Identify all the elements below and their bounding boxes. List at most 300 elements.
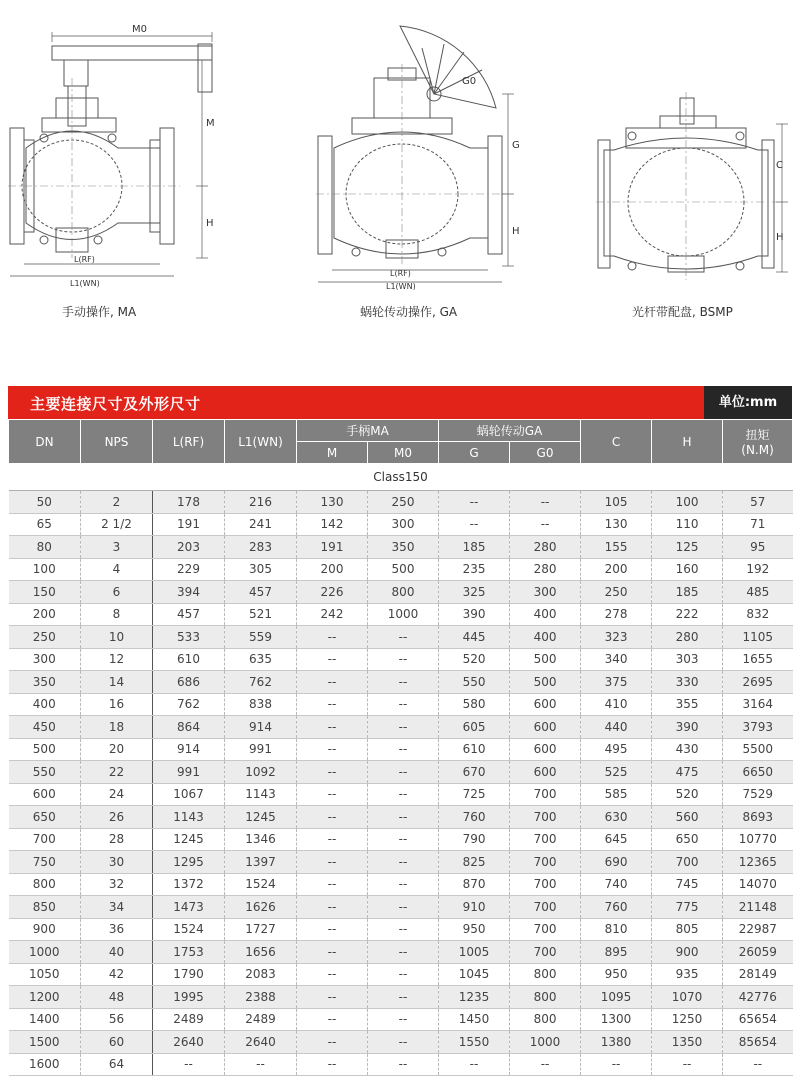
cell-h: 303 — [652, 648, 723, 671]
cell-dn: 65 — [9, 513, 81, 536]
cell-l-rf: 191 — [153, 513, 225, 536]
table-row — [9, 513, 793, 536]
cell-h: -- — [652, 1053, 723, 1076]
cell-nps: 40 — [81, 941, 153, 964]
cell-torque: 485 — [723, 581, 793, 604]
cell-h: 280 — [652, 626, 723, 649]
cell-m: -- — [297, 716, 368, 739]
dim-m: M — [206, 118, 215, 129]
cell-nps: 6 — [81, 581, 153, 604]
cell-h: 110 — [652, 513, 723, 536]
cell-nps: 3 — [81, 536, 153, 559]
cell-c: 630 — [581, 806, 652, 829]
cell-dn: 750 — [9, 851, 81, 874]
cell-g: 605 — [439, 716, 510, 739]
cell-l1-wn: -- — [225, 1053, 297, 1076]
cell-g0: 700 — [510, 873, 581, 896]
cell-m: -- — [297, 963, 368, 986]
cell-g0: -- — [510, 513, 581, 536]
cell-g0: 700 — [510, 941, 581, 964]
table-row — [9, 738, 793, 761]
cell-nps: 2 — [81, 491, 153, 514]
dim-l1-wn: L1(WN) — [70, 279, 100, 288]
table-row — [9, 491, 793, 514]
cell-torque: 3793 — [723, 716, 793, 739]
cell-l-rf: 1067 — [153, 783, 225, 806]
dim-h: H — [776, 232, 784, 243]
cell-dn: 250 — [9, 626, 81, 649]
cell-m0: -- — [368, 693, 439, 716]
cell-l1-wn: 1143 — [225, 783, 297, 806]
cell-m: 200 — [297, 558, 368, 581]
cell-c: 690 — [581, 851, 652, 874]
cell-m0: -- — [368, 828, 439, 851]
cell-l1-wn: 762 — [225, 671, 297, 694]
cell-g0: 600 — [510, 716, 581, 739]
cell-nps: 48 — [81, 986, 153, 1009]
cell-l1-wn: 305 — [225, 558, 297, 581]
cell-nps: 32 — [81, 873, 153, 896]
cell-torque: 14070 — [723, 873, 793, 896]
cell-g: 445 — [439, 626, 510, 649]
valve-drawings — [0, 0, 800, 340]
cell-g0: 300 — [510, 581, 581, 604]
dim-g: G — [512, 140, 520, 151]
cell-h: 222 — [652, 603, 723, 626]
cell-m: -- — [297, 1008, 368, 1031]
cell-m: 226 — [297, 581, 368, 604]
cell-m0: -- — [368, 716, 439, 739]
header-g: G — [439, 442, 510, 464]
cell-c: 810 — [581, 918, 652, 941]
cell-l-rf: 610 — [153, 648, 225, 671]
cell-nps: 56 — [81, 1008, 153, 1031]
cell-m: -- — [297, 693, 368, 716]
cell-g0: 600 — [510, 738, 581, 761]
cell-m0: 1000 — [368, 603, 439, 626]
cell-c: 410 — [581, 693, 652, 716]
table-title-bar — [8, 386, 792, 419]
header-dn: DN — [9, 420, 81, 464]
cell-torque: 95 — [723, 536, 793, 559]
cell-m: -- — [297, 1053, 368, 1076]
cell-torque: 28149 — [723, 963, 793, 986]
cell-l-rf: 229 — [153, 558, 225, 581]
cell-l-rf: -- — [153, 1053, 225, 1076]
cell-l1-wn: 216 — [225, 491, 297, 514]
cell-nps: 10 — [81, 626, 153, 649]
cell-dn: 550 — [9, 761, 81, 784]
cell-c: 340 — [581, 648, 652, 671]
cell-g: 870 — [439, 873, 510, 896]
cell-g0: 280 — [510, 558, 581, 581]
cell-l1-wn: 2083 — [225, 963, 297, 986]
table-row — [9, 986, 793, 1009]
cell-nps: 28 — [81, 828, 153, 851]
cell-nps: 16 — [81, 693, 153, 716]
header-c: C — [581, 420, 652, 464]
cell-g: 950 — [439, 918, 510, 941]
cell-c: 278 — [581, 603, 652, 626]
cell-g: 825 — [439, 851, 510, 874]
bare-stem-drawing — [596, 90, 792, 290]
header-torque — [723, 420, 793, 464]
manual-operation-drawing — [8, 18, 220, 290]
header-g0: G0 — [510, 442, 581, 464]
cell-h: 125 — [652, 536, 723, 559]
cell-m0: -- — [368, 783, 439, 806]
cell-g0: 700 — [510, 828, 581, 851]
table-row — [9, 918, 793, 941]
cell-torque: 5500 — [723, 738, 793, 761]
header-gear-group: 蜗轮传动GA — [439, 420, 581, 442]
cell-g: 325 — [439, 581, 510, 604]
dim-l-rf: L(RF) — [74, 255, 95, 264]
gear-operation-drawing — [312, 8, 532, 290]
cell-g: 580 — [439, 693, 510, 716]
cell-m: -- — [297, 1031, 368, 1054]
cell-m: 191 — [297, 536, 368, 559]
cell-nps: 60 — [81, 1031, 153, 1054]
cell-l1-wn: 1245 — [225, 806, 297, 829]
cell-dn: 800 — [9, 873, 81, 896]
cell-dn: 400 — [9, 693, 81, 716]
cell-h: 935 — [652, 963, 723, 986]
cell-dn: 450 — [9, 716, 81, 739]
cell-m0: -- — [368, 671, 439, 694]
cell-l-rf: 1143 — [153, 806, 225, 829]
cell-g: 1005 — [439, 941, 510, 964]
cell-torque: 8693 — [723, 806, 793, 829]
table-row — [9, 671, 793, 694]
cell-m0: 250 — [368, 491, 439, 514]
cell-c: 155 — [581, 536, 652, 559]
cell-m0: -- — [368, 896, 439, 919]
cell-nps: 18 — [81, 716, 153, 739]
cell-l1-wn: 991 — [225, 738, 297, 761]
header-h: H — [652, 420, 723, 464]
cell-h: 520 — [652, 783, 723, 806]
cell-g0: 500 — [510, 648, 581, 671]
cell-l-rf: 2489 — [153, 1008, 225, 1031]
cell-torque: 832 — [723, 603, 793, 626]
cell-l-rf: 1753 — [153, 941, 225, 964]
cell-l-rf: 394 — [153, 581, 225, 604]
cell-g0: 700 — [510, 918, 581, 941]
cell-m0: -- — [368, 738, 439, 761]
cell-g: 910 — [439, 896, 510, 919]
cell-m: 142 — [297, 513, 368, 536]
cell-m: -- — [297, 783, 368, 806]
cell-l1-wn: 914 — [225, 716, 297, 739]
cell-g0: 800 — [510, 1008, 581, 1031]
cell-c: -- — [581, 1053, 652, 1076]
cell-m0: -- — [368, 761, 439, 784]
table-row — [9, 603, 793, 626]
cell-m0: -- — [368, 1053, 439, 1076]
table-row — [9, 783, 793, 806]
cell-l1-wn: 1727 — [225, 918, 297, 941]
cell-m0: -- — [368, 918, 439, 941]
cell-m0: -- — [368, 873, 439, 896]
cell-h: 700 — [652, 851, 723, 874]
cell-m0: 500 — [368, 558, 439, 581]
cell-l-rf: 1995 — [153, 986, 225, 1009]
cell-torque: 2695 — [723, 671, 793, 694]
cell-dn: 1500 — [9, 1031, 81, 1054]
cell-c: 375 — [581, 671, 652, 694]
cell-c: 250 — [581, 581, 652, 604]
title-background — [8, 386, 704, 419]
cell-m0: 800 — [368, 581, 439, 604]
table-row — [9, 558, 793, 581]
table-row — [9, 806, 793, 829]
cell-torque: 21148 — [723, 896, 793, 919]
cell-nps: 12 — [81, 648, 153, 671]
cell-g0: 400 — [510, 603, 581, 626]
cell-l1-wn: 2489 — [225, 1008, 297, 1031]
header-nps: NPS — [81, 420, 153, 464]
header-m: M — [297, 442, 368, 464]
cell-g: 790 — [439, 828, 510, 851]
cell-m: 242 — [297, 603, 368, 626]
cell-g: 725 — [439, 783, 510, 806]
cell-m0: -- — [368, 963, 439, 986]
cell-l-rf: 864 — [153, 716, 225, 739]
cell-nps: 4 — [81, 558, 153, 581]
cell-dn: 650 — [9, 806, 81, 829]
cell-dn: 1400 — [9, 1008, 81, 1031]
table-title: 主要连接尺寸及外形尺寸 — [30, 395, 201, 413]
dim-h: H — [512, 226, 520, 237]
cell-dn: 1600 — [9, 1053, 81, 1076]
cell-m0: 350 — [368, 536, 439, 559]
dim-c: C — [776, 160, 783, 171]
cell-h: 1350 — [652, 1031, 723, 1054]
cell-l1-wn: 635 — [225, 648, 297, 671]
table-row — [9, 1053, 793, 1076]
cell-dn: 1200 — [9, 986, 81, 1009]
cell-torque: 71 — [723, 513, 793, 536]
cell-l1-wn: 559 — [225, 626, 297, 649]
cell-nps: 42 — [81, 963, 153, 986]
cell-c: 895 — [581, 941, 652, 964]
table-row — [9, 828, 793, 851]
cell-dn: 1050 — [9, 963, 81, 986]
cell-dn: 150 — [9, 581, 81, 604]
cell-m: -- — [297, 873, 368, 896]
cell-torque: 3164 — [723, 693, 793, 716]
table-row — [9, 648, 793, 671]
cell-nps: 20 — [81, 738, 153, 761]
cell-h: 330 — [652, 671, 723, 694]
dimension-table — [8, 419, 793, 1076]
cell-g0: 500 — [510, 671, 581, 694]
cell-l-rf: 2640 — [153, 1031, 225, 1054]
cell-nps: 8 — [81, 603, 153, 626]
cell-m0: -- — [368, 806, 439, 829]
cell-dn: 900 — [9, 918, 81, 941]
table-row — [9, 716, 793, 739]
cell-g: 1045 — [439, 963, 510, 986]
class-row — [9, 464, 793, 491]
cell-c: 1095 — [581, 986, 652, 1009]
cell-h: 185 — [652, 581, 723, 604]
caption-gear: 蜗轮传动操作, GA — [360, 305, 458, 319]
cell-c: 1300 — [581, 1008, 652, 1031]
cell-g0: -- — [510, 1053, 581, 1076]
cell-h: 650 — [652, 828, 723, 851]
cell-dn: 600 — [9, 783, 81, 806]
cell-torque: 42776 — [723, 986, 793, 1009]
cell-h: 430 — [652, 738, 723, 761]
table-row — [9, 536, 793, 559]
cell-m: -- — [297, 761, 368, 784]
cell-torque: 7529 — [723, 783, 793, 806]
cell-m0: -- — [368, 986, 439, 1009]
cell-c: 740 — [581, 873, 652, 896]
cell-g: 670 — [439, 761, 510, 784]
cell-l1-wn: 241 — [225, 513, 297, 536]
cell-h: 745 — [652, 873, 723, 896]
cell-g0: 400 — [510, 626, 581, 649]
cell-m: -- — [297, 941, 368, 964]
table-row — [9, 896, 793, 919]
cell-c: 105 — [581, 491, 652, 514]
cell-l-rf: 178 — [153, 491, 225, 514]
cell-g: 1235 — [439, 986, 510, 1009]
cell-nps: 64 — [81, 1053, 153, 1076]
cell-l1-wn: 1626 — [225, 896, 297, 919]
cell-g: 550 — [439, 671, 510, 694]
cell-g: 610 — [439, 738, 510, 761]
cell-l-rf: 1372 — [153, 873, 225, 896]
unit-label: 单位:mm — [704, 386, 792, 419]
cell-l-rf: 991 — [153, 761, 225, 784]
cell-dn: 350 — [9, 671, 81, 694]
cell-l1-wn: 838 — [225, 693, 297, 716]
cell-g0: 700 — [510, 783, 581, 806]
cell-dn: 300 — [9, 648, 81, 671]
cell-g0: -- — [510, 491, 581, 514]
cell-c: 1380 — [581, 1031, 652, 1054]
table-row — [9, 873, 793, 896]
cell-m0: -- — [368, 1031, 439, 1054]
dim-g0: G0 — [462, 76, 477, 87]
cell-g0: 600 — [510, 693, 581, 716]
cell-g: 760 — [439, 806, 510, 829]
table-row — [9, 761, 793, 784]
header-handle-group: 手柄MA — [297, 420, 439, 442]
cell-m0: 300 — [368, 513, 439, 536]
cell-m0: -- — [368, 648, 439, 671]
cell-g0: 600 — [510, 761, 581, 784]
cell-l1-wn: 1524 — [225, 873, 297, 896]
cell-nps: 22 — [81, 761, 153, 784]
dim-l1-wn: L1(WN) — [386, 282, 416, 290]
cell-dn: 700 — [9, 828, 81, 851]
caption-manual: 手动操作, MA — [62, 305, 137, 319]
dim-m0: M0 — [132, 24, 147, 35]
caption-bare-stem: 光杆带配盘, BSMP — [632, 305, 733, 319]
cell-l-rf: 457 — [153, 603, 225, 626]
cell-dn: 80 — [9, 536, 81, 559]
cell-m: -- — [297, 738, 368, 761]
cell-m: -- — [297, 806, 368, 829]
cell-l1-wn: 1346 — [225, 828, 297, 851]
cell-c: 495 — [581, 738, 652, 761]
cell-g0: 280 — [510, 536, 581, 559]
cell-c: 950 — [581, 963, 652, 986]
cell-dn: 500 — [9, 738, 81, 761]
cell-l1-wn: 521 — [225, 603, 297, 626]
cell-torque: 12365 — [723, 851, 793, 874]
cell-m: 130 — [297, 491, 368, 514]
cell-dn: 1000 — [9, 941, 81, 964]
cell-torque: 1655 — [723, 648, 793, 671]
cell-torque: 1105 — [723, 626, 793, 649]
cell-l1-wn: 2388 — [225, 986, 297, 1009]
cell-l1-wn: 457 — [225, 581, 297, 604]
cell-nps: 36 — [81, 918, 153, 941]
dim-l-rf: L(RF) — [390, 269, 411, 278]
cell-g: 390 — [439, 603, 510, 626]
cell-g0: 700 — [510, 851, 581, 874]
table-row — [9, 581, 793, 604]
cell-nps: 30 — [81, 851, 153, 874]
cell-h: 1070 — [652, 986, 723, 1009]
table-row — [9, 963, 793, 986]
cell-g: 185 — [439, 536, 510, 559]
cell-h: 355 — [652, 693, 723, 716]
table-row — [9, 941, 793, 964]
cell-g: 1550 — [439, 1031, 510, 1054]
table-row — [9, 1008, 793, 1031]
cell-nps: 14 — [81, 671, 153, 694]
header-torque-label: 扭矩 — [745, 428, 770, 442]
cell-g0: 1000 — [510, 1031, 581, 1054]
cell-l-rf: 686 — [153, 671, 225, 694]
cell-h: 390 — [652, 716, 723, 739]
cell-c: 525 — [581, 761, 652, 784]
cell-torque: 85654 — [723, 1031, 793, 1054]
cell-g0: 700 — [510, 896, 581, 919]
table-row — [9, 626, 793, 649]
cell-m: -- — [297, 626, 368, 649]
cell-l-rf: 1473 — [153, 896, 225, 919]
cell-h: 1250 — [652, 1008, 723, 1031]
cell-l1-wn: 1656 — [225, 941, 297, 964]
cell-h: 160 — [652, 558, 723, 581]
cell-g: -- — [439, 491, 510, 514]
cell-nps: 26 — [81, 806, 153, 829]
cell-torque: 6650 — [723, 761, 793, 784]
cell-l1-wn: 283 — [225, 536, 297, 559]
cell-l-rf: 1295 — [153, 851, 225, 874]
cell-torque: 22987 — [723, 918, 793, 941]
header-l1-wn: L1(WN) — [225, 420, 297, 464]
cell-c: 323 — [581, 626, 652, 649]
cell-m: -- — [297, 828, 368, 851]
cell-g: 520 — [439, 648, 510, 671]
cell-g0: 800 — [510, 963, 581, 986]
cell-g0: 800 — [510, 986, 581, 1009]
cell-dn: 50 — [9, 491, 81, 514]
cell-torque: 192 — [723, 558, 793, 581]
cell-h: 560 — [652, 806, 723, 829]
cell-c: 585 — [581, 783, 652, 806]
header-l-rf: L(RF) — [153, 420, 225, 464]
